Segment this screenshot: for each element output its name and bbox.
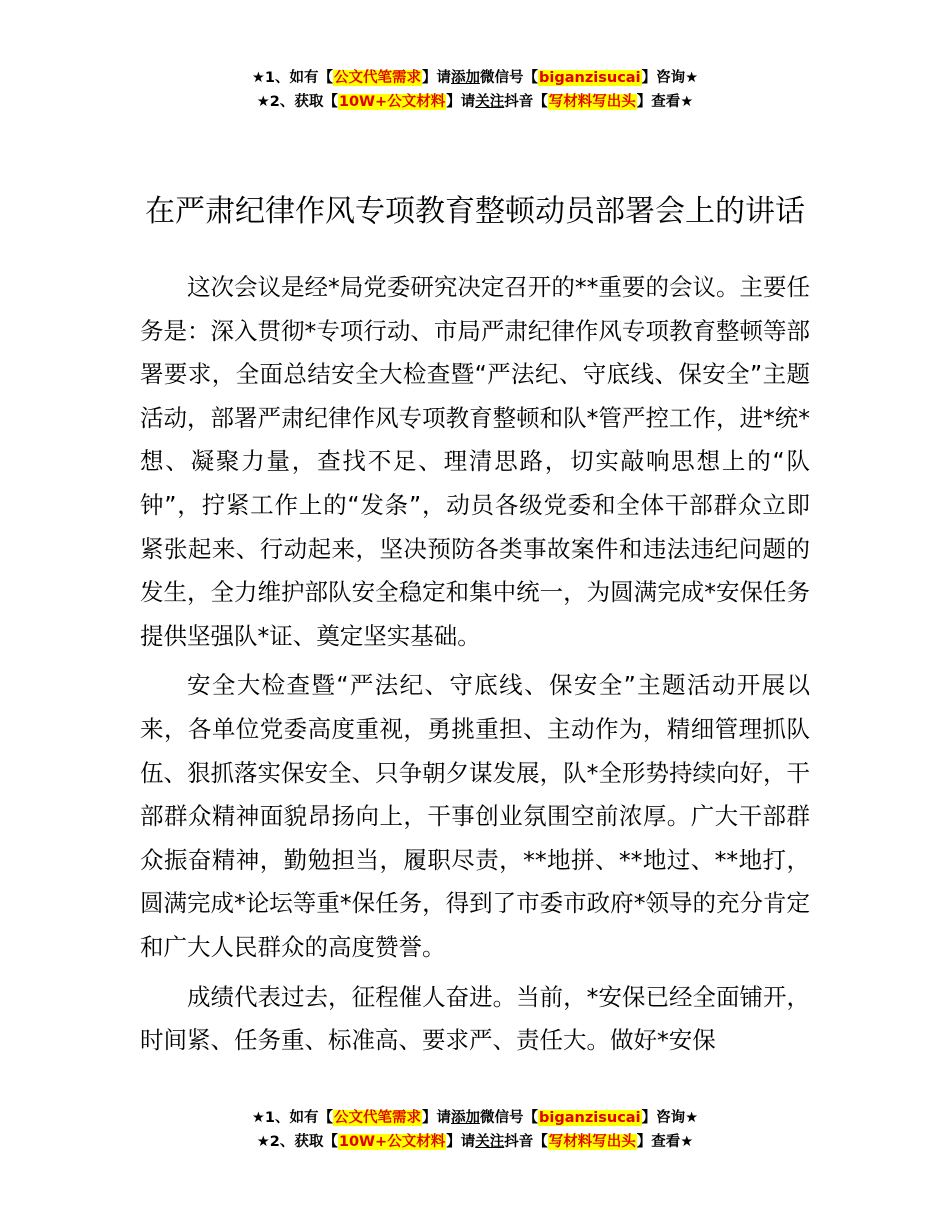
banner-line-1 [0,1106,950,1130]
document-title: 在严肃纪律作风专项教育整顿动员部署会上的讲话 [145,194,805,230]
banner-text: 】咨询★ [641,1110,699,1126]
banner-text: 抖音【 [504,1134,548,1150]
banner-underline: 关注 [475,94,505,110]
header-banner [0,66,950,114]
banner-text: 】查看★ [636,1134,694,1150]
banner-highlight: 公文代笔需求 [334,1110,422,1126]
banner-text: 微信号【 [480,1110,539,1126]
banner-text: ★2、获取【 [256,94,338,110]
banner-text: 抖音【 [504,94,548,110]
footer-banner [0,1106,950,1154]
banner-underline: 关注 [475,1134,505,1150]
body-paragraph: 这次会议是经*局党委研究决定召开的**重要的会议。主要任务是：深入贯彻*专项行动、市局严肃纪律作风专项教育整顿等部署要求，全面总结安全大检查暨“严法纪、守底线、保安全”主题活动，部署严肃纪律作风专项教育整顿和队*管严控工作，进*统*想、凝聚力量，查找不足、理清思路，切实敲响思想上的“队钟”，拧紧工作上的“发条”，动员各级党委和全体干部群众立即紧张起来、行动起来，坚决预防各类事故案件和违法违纪问题的发生，全力维护部队安全稳定和集中统一，为圆满完成*安保任务提供坚强队*证、奠定坚实基础。 [140,273,810,650]
body-paragraph: 成绩代表过去，征程催人奋进。当前，*安保已经全面铺开，时间紧、任务重、标准高、要求严、责任大。做好*安保 [140,982,810,1055]
banner-text: 】请 [422,1110,452,1126]
banner-underline: 添加 [451,70,481,86]
banner-text: 】请 [446,1134,476,1150]
banner-highlight: 写材料写出头 [548,1134,636,1150]
banner-highlight: 10W+公文材料 [338,1134,446,1150]
banner-highlight: 10W+公文材料 [338,94,446,110]
document-body [140,266,810,1069]
banner-text: 】查看★ [636,94,694,110]
banner-text: 】请 [422,70,452,86]
banner-text: 】请 [446,94,476,110]
banner-highlight: biganzisucai [539,70,641,86]
banner-text: 微信号【 [480,70,539,86]
banner-line-2 [0,1130,950,1154]
banner-line-2 [0,90,950,114]
banner-underline: 添加 [451,1110,481,1126]
body-paragraph: 安全大检查暨“严法纪、守底线、保安全”主题活动开展以来，各单位党委高度重视，勇挑重担、主动作为，精细管理抓队伍、狠抓落实保安全、只争朝夕谋发展，队*全形势持续向好，干部群众精神面貌昂扬向上，干事创业氛围空前浓厚。广大干部群众振奋精神，勤勉担当，履职尽责，**地拼、**地过、**地打，圆满完成*论坛等重*保任务，得到了市委市政府*领导的充分肯定和广大人民群众的高度赞誉。 [140,671,810,961]
banner-text: ★1、如有【 [251,70,334,86]
banner-text: ★2、获取【 [256,1134,338,1150]
banner-line-1 [0,66,950,90]
banner-highlight: 公文代笔需求 [334,70,422,86]
banner-highlight: 写材料写出头 [548,94,636,110]
banner-highlight: biganzisucai [539,1110,641,1126]
banner-text: 】咨询★ [641,70,699,86]
banner-text: ★1、如有【 [251,1110,334,1126]
